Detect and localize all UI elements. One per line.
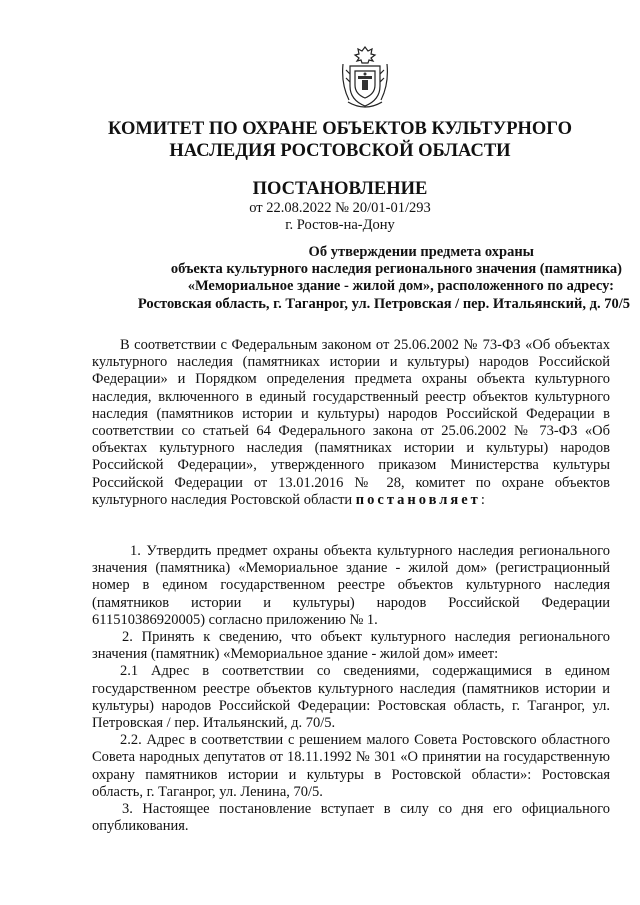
preamble-text: В соответствии с Федеральным законом от 25.06.2002 № 73-ФЗ «Об объектах культурного наследия (памятниках истории и культуры) народов Российской Федерации» и Порядком определения предмета охраны объекта культурного наследия, включенного в единый государственный реестр объектов культурного наследия (памятников истории и культуры) народов Российской Федерации в соответствии со статьей 64 Федерального закона от 25.06.2002 № 73-ФЗ «Об объектах культурного наследия (памятниках истории и культуры) народов Российской Федерации», утвержденного приказом Министерства культуры Российской Федерации от 13.01.2016 № 28, комитет по охране объектов культурного наследия Ростовской области — [92, 337, 610, 508]
item-3: 3. Настоящее постановление вступает в силу со дня его официального опубликования. — [92, 801, 610, 835]
document-date-number: от 22.08.2022 № 20/01-01/293 — [249, 200, 431, 216]
item-2: 2. Принять к сведению, что объект культурного наследия регионального значения (памятник) «Мемориальное здание - жилой дом» имеет: — [92, 629, 610, 663]
item-2-1: 2.1 Адрес в соответствии со сведениями, содержащимися в едином государственном реестре объектов культурного наследия (памятников истории и культуры) народов Российской Федерации: Ростовская область, г. Таганрог, ул. Петровская / пер. Итальянский, д. 70/5. — [92, 663, 610, 732]
subject-line: объекта культурного наследия регионального значения (памятника) — [170, 261, 622, 278]
subject-line: Об утверждении предмета охраны — [308, 244, 534, 260]
document-subject — [90, 244, 630, 313]
spacer — [92, 526, 610, 543]
item-2-2: 2.2. Адрес в соответствии с решением малого Совета Ростовского областного Совета народных депутатов от 18.11.1992 № 301 «О принятии на государственную охрану памятников истории и культуры в Ростовской области»: Ростовская область, г. Таганрог, ул. Ленина, 70/5. — [92, 732, 610, 800]
spacer — [92, 509, 610, 526]
resolves-colon: : — [480, 491, 485, 508]
subject-line: Ростовская область, г. Таганрог, ул. Петровская / пер. Итальянский, д. 70/5 — [137, 295, 630, 312]
document-body — [92, 337, 610, 835]
subject-line: «Мемориальное здание - жилой дом», расположенного по адресу: — [187, 278, 614, 295]
committee-title — [40, 118, 640, 162]
item-1: 1. Утвердить предмет охраны объекта культурного наследия регионального значения (памятника) «Мемориальное здание - жилой дом» (регистрационный номер в едином государственном реестре объектов культурного наследия (памятников истории и культуры) народов Российской Федерации 611510386920005) согласно приложению № 1. — [92, 543, 610, 628]
document-place: г. Ростов-на-Дону — [285, 217, 395, 233]
document-kind: ПОСТАНОВЛЕНИЕ — [252, 179, 428, 199]
committee-title-line: КОМИТЕТ ПО ОХРАНЕ ОБЪЕКТОВ КУЛЬТУРНОГО — [108, 119, 572, 139]
resolves-word: постановляет — [355, 491, 481, 508]
rostov-region-coat-of-arms-icon — [340, 44, 390, 110]
preamble-paragraph — [92, 337, 610, 509]
committee-title-line: НАСЛЕДИЯ РОСТОВСКОЙ ОБЛАСТИ — [169, 141, 511, 161]
decree-header — [30, 178, 640, 234]
